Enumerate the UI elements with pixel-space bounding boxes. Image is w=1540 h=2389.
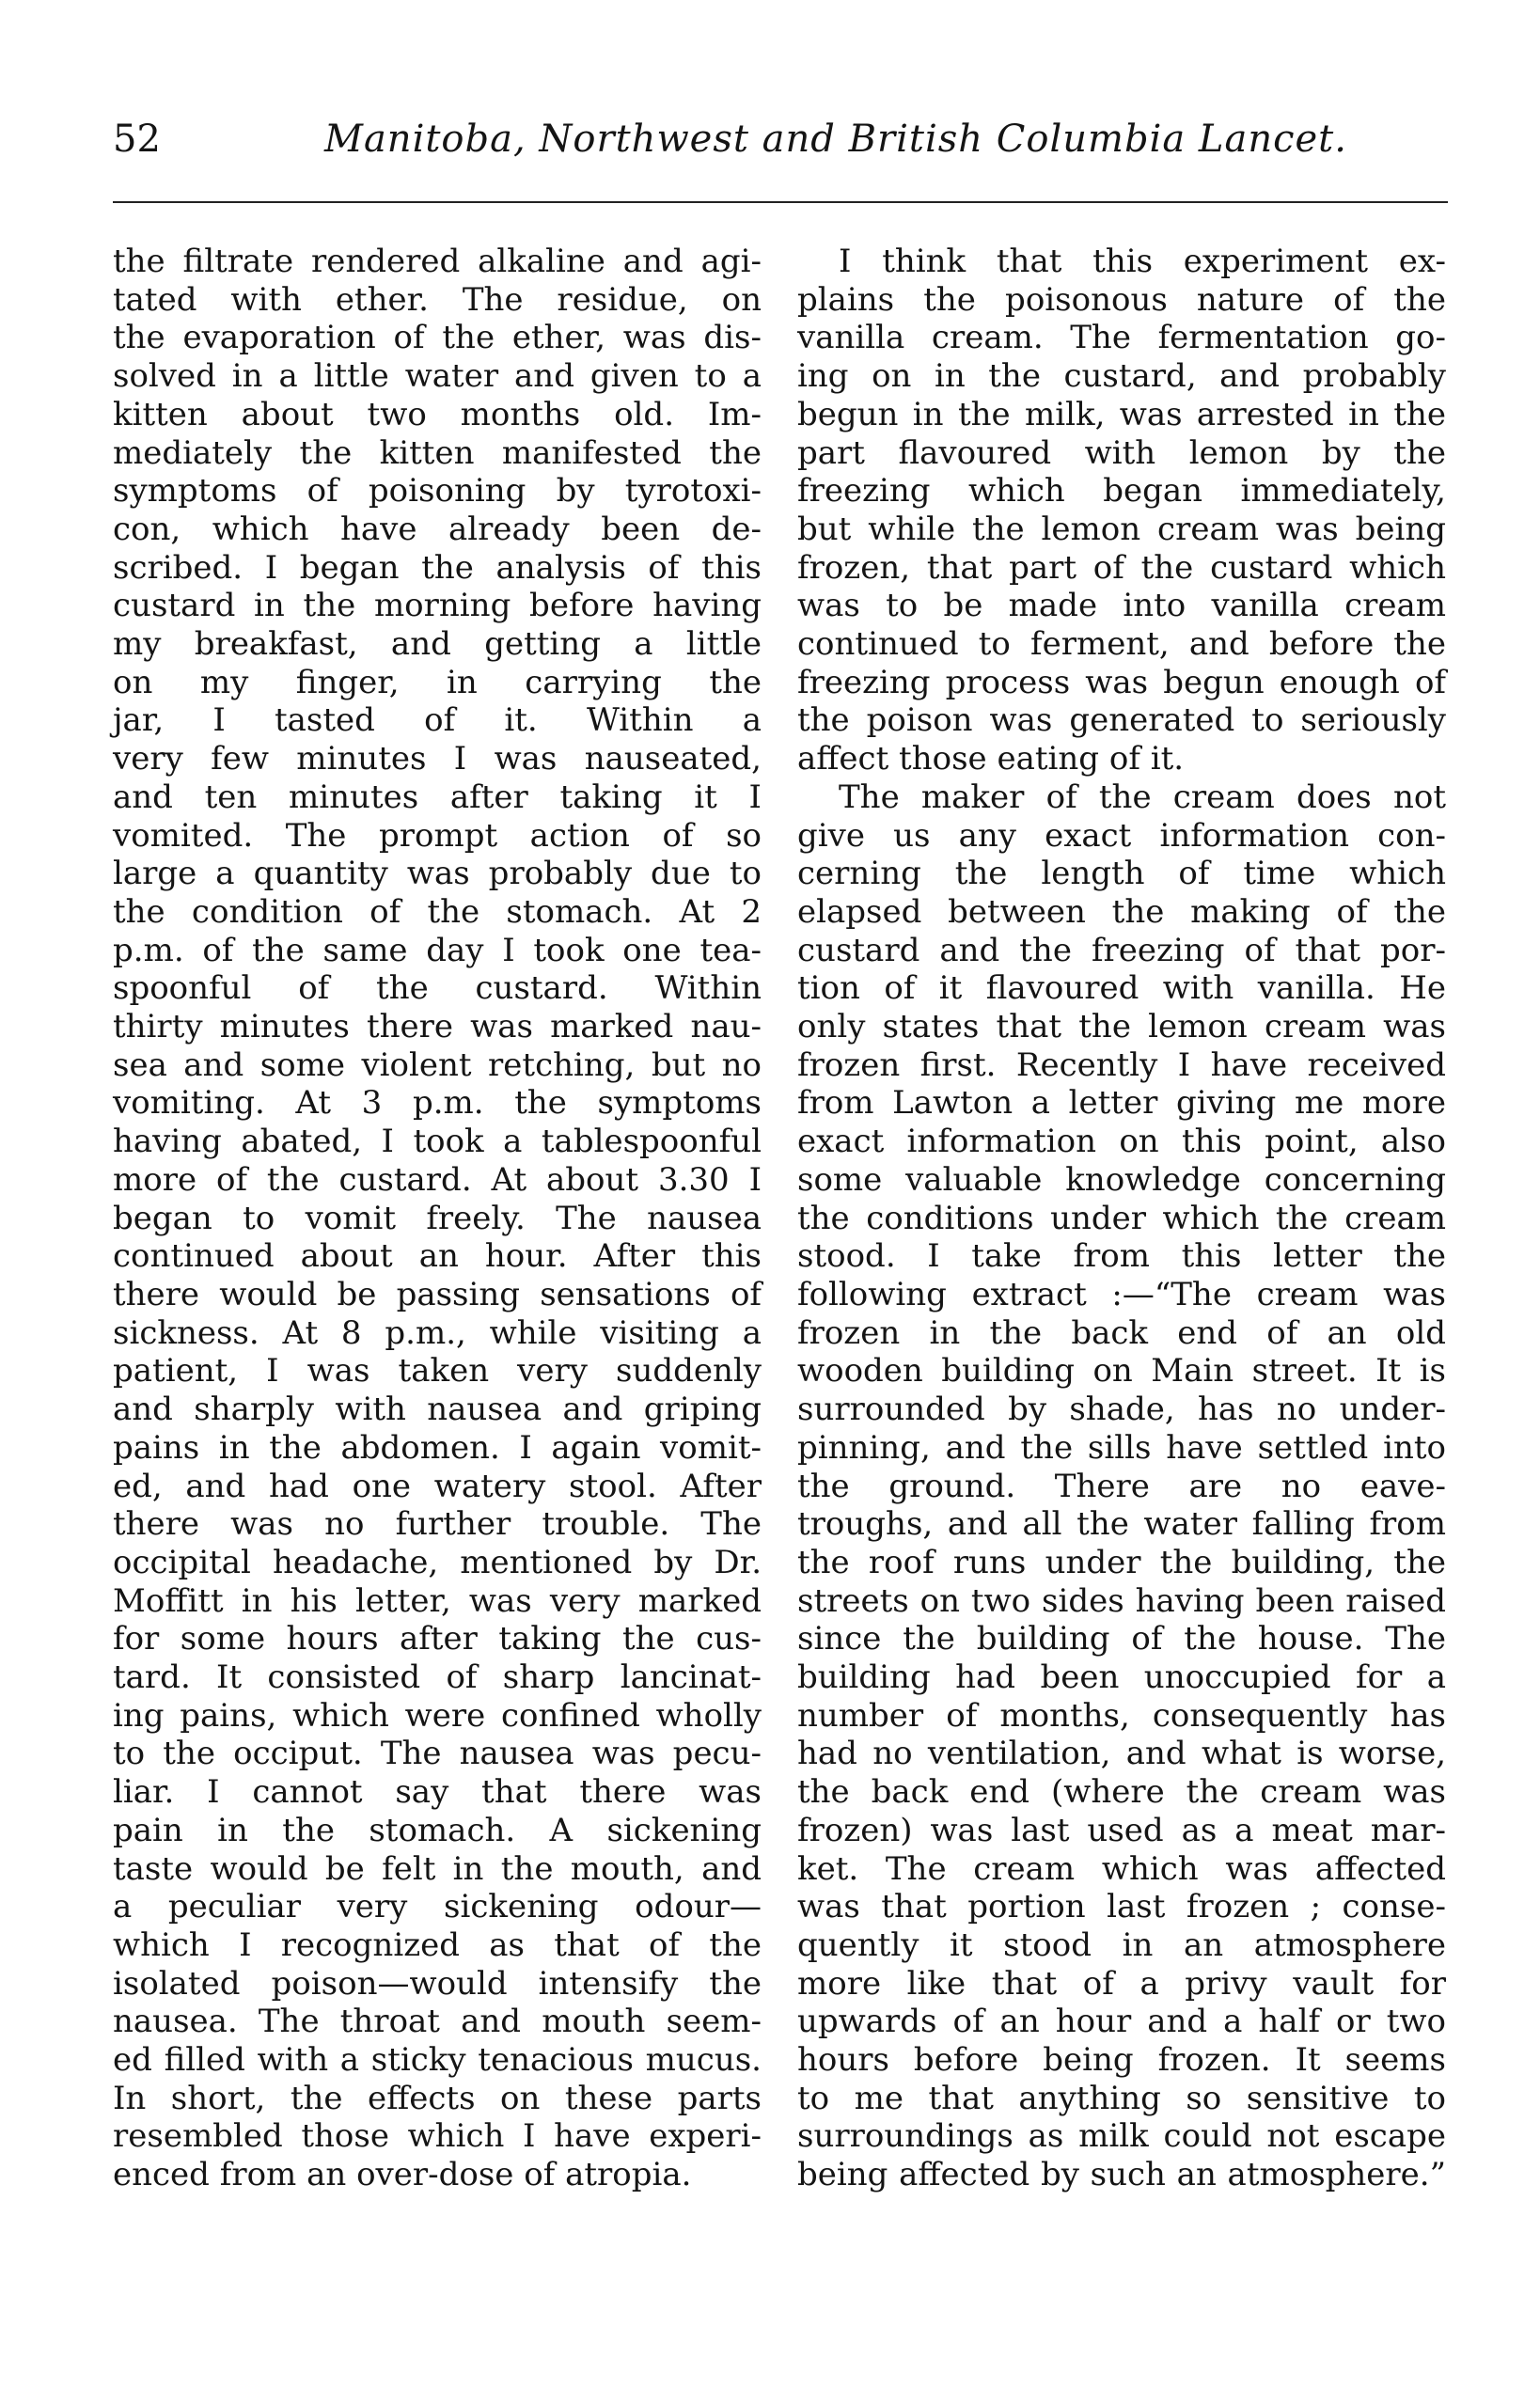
- text-line: pains in the abdomen. I again vomit-: [113, 1428, 762, 1467]
- text-line: ed filled with a sticky tenacious mucus.: [113, 2041, 762, 2080]
- text-line: very few minutes I was nauseated,: [113, 740, 762, 778]
- text-line: tard. It consisted of sharp lancinat-: [113, 1658, 762, 1697]
- text-line: patient, I was taken very suddenly: [113, 1352, 762, 1391]
- text-line: large a quantity was probably due to: [113, 855, 762, 893]
- text-line: con, which have already been de-: [113, 510, 762, 548]
- text-line: elapsed between the making of the: [797, 892, 1446, 931]
- text-line: frozen, that part of the custard which: [797, 548, 1446, 587]
- text-line: freezing process was begun enough of: [797, 663, 1446, 701]
- text-line: vanilla cream. The fermentation go-: [797, 319, 1446, 357]
- text-line: enced from an over-dose of atropia.: [113, 2156, 692, 2194]
- text-line: tion of it flavoured with vanilla. He: [797, 969, 1446, 1008]
- text-line: from Lawton a letter giving me more: [797, 1084, 1446, 1123]
- text-line: wooden building on Main street. It is: [797, 1352, 1446, 1391]
- text-line: had no ventilation, and what is worse,: [797, 1735, 1446, 1773]
- text-line: surroundings as milk could not escape: [797, 2117, 1446, 2156]
- text-line: for some hours after taking the cus-: [113, 1620, 762, 1658]
- text-line: continued about an hour. After this: [113, 1237, 762, 1276]
- text-line: more of the custard. At about 3.30 I: [113, 1160, 762, 1199]
- text-line: but while the lemon cream was being: [797, 510, 1446, 548]
- text-line: some valuable knowledge concerning: [797, 1160, 1446, 1199]
- text-line: upwards of an hour and a half or two: [797, 2003, 1446, 2041]
- text-line: quently it stood in an atmosphere: [797, 1925, 1446, 1964]
- text-line: tated with ether. The residue, on: [113, 280, 762, 319]
- text-line: custard in the morning before having: [113, 587, 762, 625]
- text-line: kitten about two months old. Im-: [113, 395, 762, 433]
- text-line: continued to ferment, and before the: [797, 625, 1446, 664]
- running-header: [113, 111, 1448, 167]
- text-line: which I recognized as that of the: [113, 1925, 762, 1964]
- text-line: more like that of a privy vault for: [797, 1964, 1446, 2003]
- text-line: surrounded by shade, has no under-: [797, 1391, 1446, 1429]
- text-line: ed, and had one watery stool. After: [113, 1467, 762, 1505]
- page-number: 52: [113, 118, 161, 161]
- text-line: the back end (where the cream was: [797, 1773, 1446, 1812]
- text-line: Moffitt in his letter, was very marked: [113, 1581, 762, 1620]
- text-line: give us any exact information con-: [797, 816, 1446, 855]
- text-line: only states that the lemon cream was: [797, 1008, 1446, 1046]
- text-line: begun in the milk, was arrested in the: [797, 395, 1446, 433]
- text-line: vomited. The prompt action of so: [113, 816, 762, 855]
- text-line: thirty minutes there was marked nau-: [113, 1008, 762, 1046]
- text-line: there would be passing sensations of: [113, 1275, 762, 1313]
- text-line: frozen in the back end of an old: [797, 1313, 1446, 1352]
- text-line: sea and some violent retching, but no: [113, 1045, 762, 1084]
- running-title: Manitoba, Northwest and British Columbia Lancet.: [324, 118, 1347, 161]
- text-line: the poison was generated to seriously: [797, 701, 1446, 740]
- text-line: solved in a little water and given to a: [113, 357, 762, 396]
- text-line: part flavoured with lemon by the: [797, 433, 1446, 472]
- text-line: to the occiput. The nausea was pecu-: [113, 1735, 762, 1773]
- text-line: streets on two sides having been raised: [797, 1581, 1446, 1620]
- text-line: the evaporation of the ether, was dis-: [113, 319, 762, 357]
- text-line: frozen) was last used as a meat mar-: [797, 1811, 1446, 1849]
- text-line: there was no further trouble. The: [113, 1505, 762, 1544]
- header-rule: [113, 201, 1448, 203]
- text-line: the condition of the stomach. At 2: [113, 892, 762, 931]
- text-line: ket. The cream which was affected: [797, 1849, 1446, 1888]
- text-line: pinning, and the sills have settled into: [797, 1428, 1446, 1467]
- text-line: p.m. of the same day I took one tea-: [113, 931, 762, 969]
- left-column: [113, 243, 762, 2194]
- text-line: troughs, and all the water falling from: [797, 1505, 1446, 1544]
- text-line: spoonful of the custard. Within: [113, 969, 762, 1008]
- text-line: resembled those which I have experi-: [113, 2117, 762, 2156]
- text-line: ing on in the custard, and probably: [797, 357, 1446, 396]
- text-line: jar, I tasted of it. Within a: [113, 701, 762, 740]
- text-line: plains the poisonous nature of the: [797, 280, 1446, 319]
- text-line: stood. I take from this letter the: [797, 1237, 1446, 1276]
- text-line: being affected by such an atmosphere.”: [797, 2156, 1446, 2194]
- text-line: number of months, consequently has: [797, 1696, 1446, 1735]
- text-line: In short, the effects on these parts: [113, 2079, 762, 2117]
- text-line: The maker of the cream does not: [839, 778, 1446, 816]
- text-line: to me that anything so sensitive to: [797, 2079, 1446, 2117]
- text-line: taste would be felt in the mouth, and: [113, 1849, 762, 1888]
- right-column: [797, 243, 1446, 2194]
- text-line: following extract :—“The cream was: [797, 1275, 1446, 1313]
- text-line: and sharply with nausea and griping: [113, 1391, 762, 1429]
- text-line: sickness. At 8 p.m., while visiting a: [113, 1313, 762, 1352]
- text-line: the conditions under which the cream: [797, 1199, 1446, 1237]
- text-line: pain in the stomach. A sickening: [113, 1811, 762, 1849]
- text-line: vomiting. At 3 p.m. the symptoms: [113, 1084, 762, 1123]
- text-line: ing pains, which were confined wholly: [113, 1696, 762, 1735]
- text-line: was to be made into vanilla cream: [797, 587, 1446, 625]
- text-line: on my finger, in carrying the: [113, 663, 762, 701]
- text-line: nausea. The throat and mouth seem-: [113, 2003, 762, 2041]
- text-line: having abated, I took a tablespoonful: [113, 1123, 762, 1161]
- text-line: building had been unoccupied for a: [797, 1658, 1446, 1697]
- text-line: liar. I cannot say that there was: [113, 1773, 762, 1812]
- text-line: affect those eating of it.: [797, 740, 1185, 778]
- text-line: the filtrate rendered alkaline and agi-: [113, 243, 762, 280]
- text-line: exact information on this point, also: [797, 1123, 1446, 1161]
- text-line: I think that this experiment ex-: [839, 243, 1446, 280]
- text-line: the ground. There are no eave-: [797, 1467, 1446, 1505]
- text-line: the roof runs under the building, the: [797, 1543, 1446, 1581]
- text-line: symptoms of poisoning by tyrotoxi-: [113, 472, 762, 511]
- text-line: occipital headache, mentioned by Dr.: [113, 1543, 762, 1581]
- text-line: frozen first. Recently I have received: [797, 1045, 1446, 1084]
- text-line: scribed. I began the analysis of this: [113, 548, 762, 587]
- text-line: and ten minutes after taking it I: [113, 778, 762, 816]
- text-line: freezing which began immediately,: [797, 472, 1446, 511]
- text-line: isolated poison—would intensify the: [113, 1964, 762, 2003]
- text-line: my breakfast, and getting a little: [113, 625, 762, 664]
- text-line: cerning the length of time which: [797, 855, 1446, 893]
- text-line: custard and the freezing of that por-: [797, 931, 1446, 969]
- text-line: hours before being frozen. It seems: [797, 2041, 1446, 2080]
- text-line: mediately the kitten manifested the: [113, 433, 762, 472]
- text-line: was that portion last frozen ; conse-: [797, 1888, 1446, 1926]
- text-line: began to vomit freely. The nausea: [113, 1199, 762, 1237]
- text-line: since the building of the house. The: [797, 1620, 1446, 1658]
- text-line: a peculiar very sickening odour—: [113, 1888, 762, 1926]
